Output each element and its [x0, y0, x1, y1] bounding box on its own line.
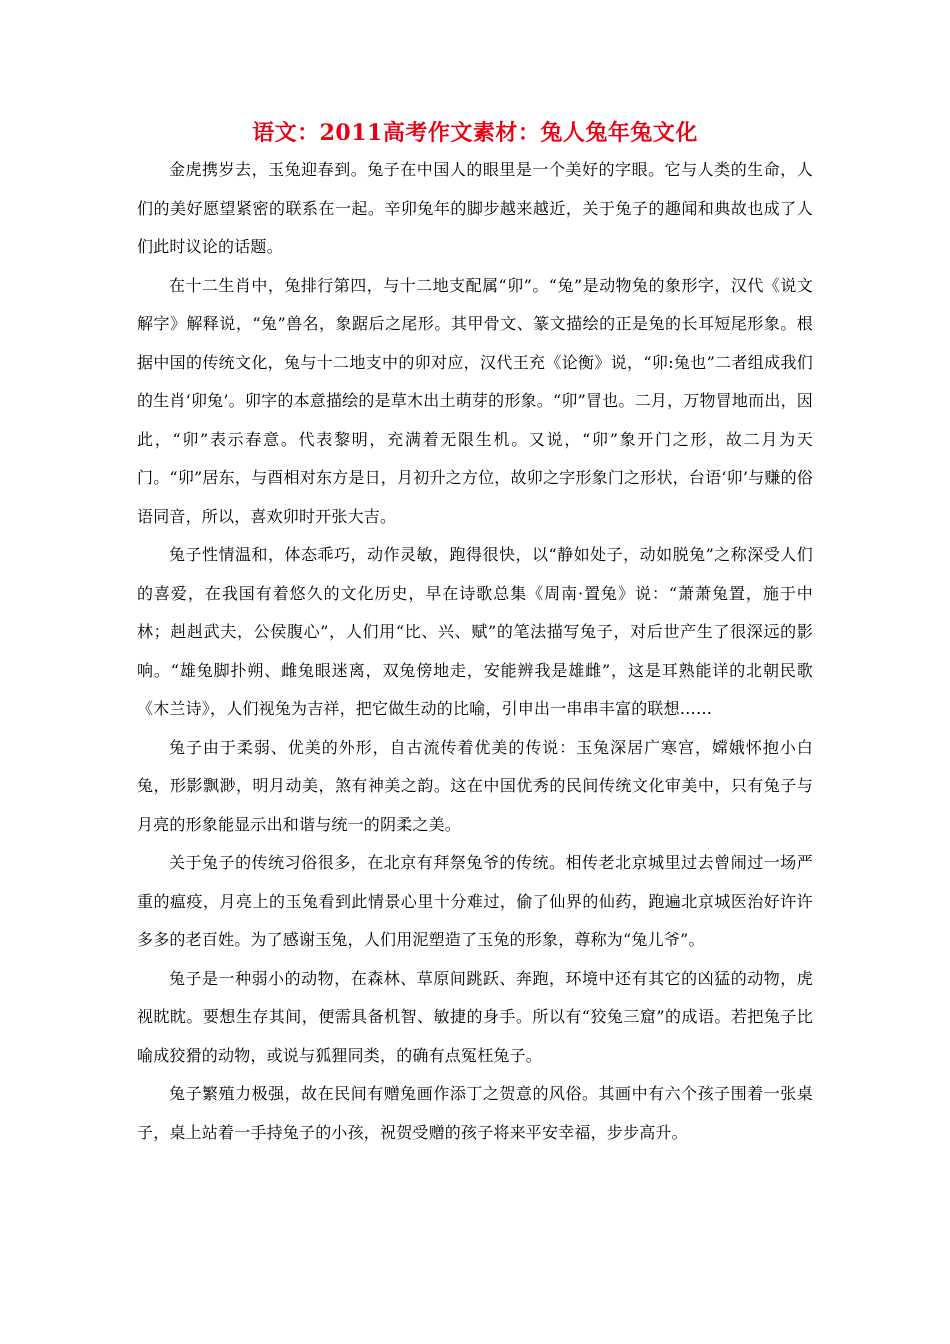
document-body: [137, 151, 813, 1152]
paragraph-6: 兔子是一种弱小的动物，在森林、草原间跳跃、奔跑，环境中还有其它的凶猛的动物，虎视眈眈。要想生存其间，便需具备机智、敏捷的身手。所以有“狡兔三窟”的成语。若把兔子比喻成狡猾的动物，或说与狐狸同类，的确有点冤枉兔子。: [137, 968, 813, 1065]
paragraph-3: 兔子性情温和，体态乖巧，动作灵敏，跑得很快，以“静如处子，动如脱兔”之称深受人们的喜爱，在我国有着悠久的文化历史，早在诗歌总集《周南·置兔》说：“萧萧兔置，施于中林；赳赳武夫，公侯腹心”，人们用“比、兴、赋”的笔法描写兔子，对后世产生了很深远的影响。“雄兔脚扑朔、雌兔眼迷离，双兔傍地走，安能辨我是雄雌”，这是耳熟能详的北朝民歌《木兰诗》，人们视兔为吉祥，把它做生动的比喻，引申出一串串丰富的联想……: [137, 545, 813, 718]
document-title: 语文：2011高考作文素材：兔人兔年兔文化: [252, 120, 698, 146]
paragraph-1: 金虎携岁去，玉兔迎春到。兔子在中国人的眼里是一个美好的字眼。它与人类的生命，人们的美好愿望紧密的联系在一起。辛卯兔年的脚步越来越近，关于兔子的趣闻和典故也成了人们此时议论的话题。: [137, 160, 813, 256]
paragraph-7: 兔子繁殖力极强，故在民间有赠兔画作添丁之贺意的风俗。其画中有六个孩子围着一张桌子，桌上站着一手持兔子的小孩，祝贺受赠的孩子将来平安幸福，步步高升。: [137, 1084, 813, 1142]
paragraph-5: 关于兔子的传统习俗很多，在北京有拜祭兔爷的传统。相传老北京城里过去曾闹过一场严重的瘟疫，月亮上的玉兔看到此情景心里十分难过，偷了仙界的仙药，跑遍北京城医治好许许多多的老百姓。为了感谢玉兔，人们用泥塑造了玉兔的形象，尊称为“兔儿爷”。: [137, 853, 813, 949]
paragraph-4: 兔子由于柔弱、优美的外形，自古流传着优美的传说：玉兔深居广寒宫，嫦娥怀抱小白兔，形影飘渺，明月动美，煞有神美之韵。这在中国优秀的民间传统文化审美中，只有兔子与月亮的形象能显示出和谐与统一的阴柔之美。: [137, 737, 813, 834]
paragraph-2: 在十二生肖中，兔排行第四，与十二地支配属“卯”。“兔”是动物兔的象形字，汉代《说文解字》解释说，“兔”兽名，象踞后之尾形。其甲骨文、篆文描绘的正是兔的长耳短尾形象。根据中国的传统文化，兔与十二地支中的卯对应，汉代王充《论衡》说，“卯:兔也”二者组成我们的生肖‘卯兔’。卯字的本意描绘的是草木出土萌芽的形象。“卯”冒也。二月，万物冒地而出，因此，“卯”表示春意。代表黎明，充满着无限生机。又说，“卯”象开门之形，故二月为天门。“卯”居东，与酉相对东方是日，月初升之方位，故卯之字形象门之形状，台语‘卯’与赚的俗语同音，所以，喜欢卯时开张大吉。: [137, 275, 813, 526]
